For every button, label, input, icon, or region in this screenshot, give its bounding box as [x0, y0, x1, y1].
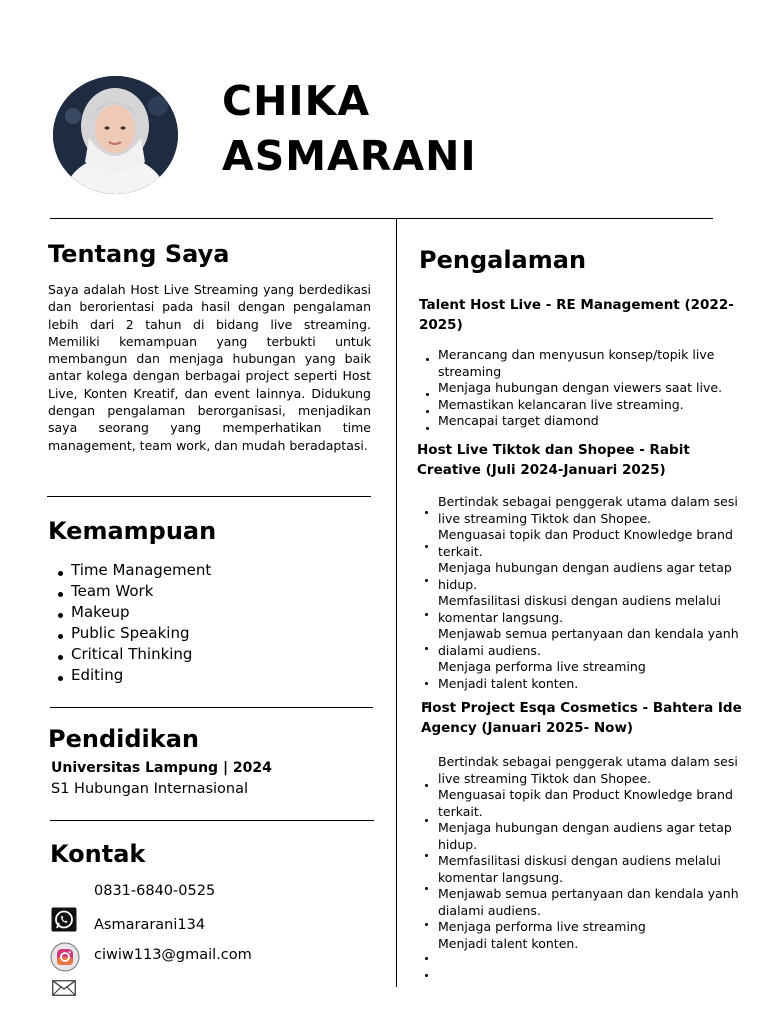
- duty-line: hidup.: [438, 576, 478, 592]
- education-university: Universitas Lampung | 2024: [51, 760, 272, 776]
- bullet-dot: [425, 957, 428, 960]
- duty-line: Memfasilitasi diskusi dengan audiens melalui: [438, 853, 721, 868]
- header-divider: [50, 218, 713, 219]
- contact-phone: 0831-6840-0525: [94, 883, 216, 899]
- skills-divider: [50, 707, 373, 708]
- skill-item: Editing: [57, 665, 211, 686]
- instagram-icon: [50, 942, 80, 976]
- bullet-dot: [425, 854, 428, 857]
- duty-line: Bertindak sebagai penggerak utama dalam sesi: [438, 494, 738, 509]
- skill-item: Public Speaking: [57, 623, 211, 644]
- about-text: Saya adalah Host Live Streaming yang berdedikasi dan berorientasi pada hasil dengan pengalaman lebih dari 2 tahun di bidang live streaming. Memiliki kemampuan yang terbukti untuk membangun dan menjaga hubungan yang baik antar kolega dengan berbagai project seperti Host Live, Konten Kreatif, dan event lainnya. Didukung dengan pengalaman berorganisasi, menjadikan saya seorang yang memperhatikan time management, team work, dan mudah beradaptasi.: [48, 282, 371, 453]
- job-title-3: [421, 699, 742, 738]
- duty-line: Merancang dan menyusun konsep/topik live: [438, 347, 715, 362]
- bullet-dot: [425, 579, 428, 582]
- job-title-line: Host Live Tiktok dan Shopee - Rabit: [417, 442, 690, 458]
- about-divider: [47, 496, 371, 497]
- duty-line: Menguasai topik dan Product Knowledge brand: [438, 787, 733, 802]
- job-title-line: Talent Host Live - RE Management (2022-: [419, 297, 734, 313]
- duty-line: Menjaga performa live streaming: [438, 919, 646, 934]
- bullet-dot: [425, 613, 428, 616]
- contact-email: ciwiw113@gmail.com: [94, 947, 252, 963]
- column-divider: [396, 219, 397, 987]
- contact-whatsapp: Asmararani134: [94, 917, 206, 933]
- name-line-1: CHIKA: [222, 77, 371, 125]
- duty-line: Mencapai target diamond: [438, 413, 599, 428]
- duty-line: dialami audiens.: [438, 642, 541, 658]
- skills-heading: Kemampuan: [48, 517, 217, 545]
- about-heading: Tentang Saya: [48, 240, 230, 268]
- name-line-2: ASMARANI: [222, 132, 477, 180]
- education-heading: Pendidikan: [48, 725, 200, 753]
- duty-line: Menjaga hubungan dengan viewers saat live.: [438, 380, 723, 395]
- skills-list: [57, 560, 211, 686]
- profile-photo: [53, 76, 178, 194]
- duty-line: Menjawab semua pertanyaan dan kendala yanh: [438, 626, 739, 641]
- job-duties-1: [438, 347, 760, 430]
- job-duties-3: [438, 754, 760, 952]
- duty-line: dialami audiens.: [438, 902, 541, 918]
- job-title-line: 2025): [419, 316, 463, 333]
- whatsapp-icon: [51, 907, 77, 936]
- education-divider: [50, 820, 374, 821]
- duty-line: Menjaga hubungan dengan audiens agar tetap: [438, 560, 732, 575]
- experience-heading: Pengalaman: [419, 246, 587, 274]
- job-title-line: Host Project Esqa Cosmetics - Bahtera Ide: [421, 700, 742, 716]
- bullet-dot: [425, 923, 428, 926]
- duty-line: live streaming Tiktok dan Shopee.: [438, 770, 652, 786]
- duty-line: Memastikan kelancaran live streaming.: [438, 396, 684, 412]
- job-title-1: [419, 296, 734, 335]
- job-title-2: [417, 441, 690, 480]
- bullet-dot: [425, 545, 428, 548]
- skill-item: Team Work: [57, 581, 211, 602]
- duty-line: terkait.: [438, 543, 483, 559]
- duty-line: Menjawab semua pertanyaan dan kendala yanh: [438, 886, 739, 901]
- duty-line: Menjaga performa live streaming: [438, 659, 646, 674]
- bullet-dot: [425, 511, 428, 514]
- duty-line: live streaming Tiktok dan Shopee.: [438, 510, 652, 526]
- duty-line: Menguasai topik dan Product Knowledge brand: [438, 527, 733, 542]
- bullet-dot: [425, 682, 428, 685]
- duty-line: komentar langsung.: [438, 609, 564, 625]
- skill-item: Makeup: [57, 602, 211, 623]
- bullet-dot: [426, 393, 429, 396]
- skill-item: Time Management: [57, 560, 211, 581]
- duty-line: Memfasilitasi diskusi dengan audiens melalui: [438, 593, 721, 608]
- duty-line: Bertindak sebagai penggerak utama dalam sesi: [438, 754, 738, 769]
- bullet-dot: [425, 784, 428, 787]
- job-duties-2: [438, 494, 760, 692]
- bullet-dot: [426, 427, 429, 430]
- duty-line: Menjadi talent konten.: [438, 675, 579, 691]
- job-title-line: Creative (Juli 2024-Januari 2025): [417, 461, 666, 478]
- duty-line: hidup.: [438, 836, 478, 852]
- bullet-dot: [425, 647, 428, 650]
- duty-line: streaming: [438, 363, 502, 379]
- bullet-dot: [425, 887, 428, 890]
- bullet-dot: [426, 358, 429, 361]
- duty-line: Menjadi talent konten.: [438, 935, 579, 951]
- duty-line: Menjaga hubungan dengan audiens agar tetap: [438, 820, 732, 835]
- bullet-dot: [425, 819, 428, 822]
- email-icon: [52, 980, 76, 1000]
- duty-line: terkait.: [438, 803, 483, 819]
- duty-line: komentar langsung.: [438, 869, 564, 885]
- bullet-dot: [425, 974, 428, 977]
- person-name: [222, 74, 477, 184]
- job-title-line: Agency (Januari 2025- Now): [421, 719, 634, 736]
- contact-heading: Kontak: [50, 840, 146, 868]
- bullet-dot: [426, 410, 429, 413]
- education-degree: S1 Hubungan Internasional: [51, 781, 249, 797]
- skill-item: Critical Thinking: [57, 644, 211, 665]
